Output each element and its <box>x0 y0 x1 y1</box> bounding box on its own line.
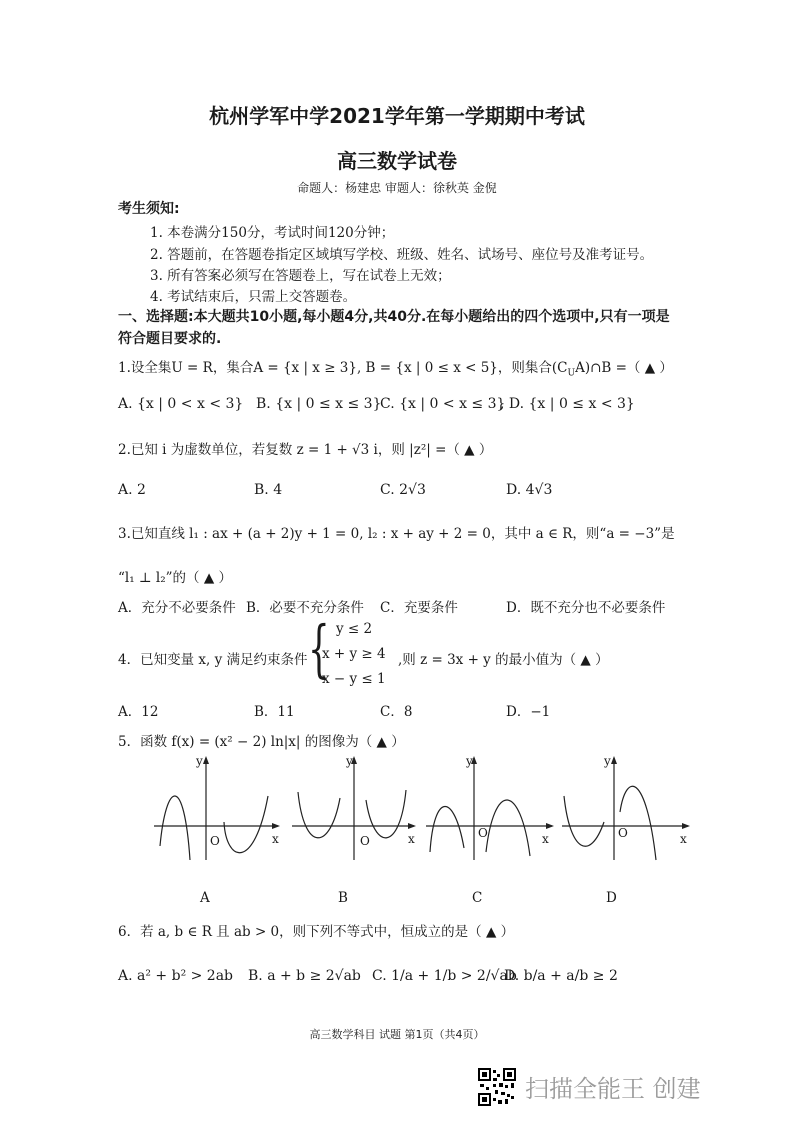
graph-a-origin: O <box>210 834 220 848</box>
graph-d <box>560 752 695 862</box>
q3-option-d: D．既不充分也不必要条件 <box>506 600 666 616</box>
question-4-suffix: ,则 z = 3x + y 的最小值为（ ▲ ） <box>398 652 609 668</box>
graph-d-origin: O <box>618 826 628 840</box>
notice-heading: 考生须知: <box>118 201 180 217</box>
q1-option-d: , D. {x | 0 ≤ x < 3} <box>500 396 635 412</box>
graph-c-label: C <box>472 890 483 906</box>
constraint-3: x − y ≤ 1 <box>322 671 386 687</box>
q4-option-a: A．12 <box>118 704 159 720</box>
constraint-2: x + y ≥ 4 <box>322 646 386 662</box>
question-3-stem: 3.已知直线 l₁ : ax + (a + 2)y + 1 = 0, l₂ : x + ay + 2 = 0，其中 a ∈ R，则“a = −3”是 <box>118 526 675 542</box>
q3-option-a: A．充分不必要条件 <box>118 600 236 616</box>
graph-c-x-label: x <box>542 832 549 846</box>
notice-item: 4. 考试结束后，只需上交答题卷。 <box>150 289 357 305</box>
q6-option-a: A. a² + b² > 2ab <box>118 968 234 984</box>
graph-c-origin: O <box>478 826 488 840</box>
q2-option-d: D. 4√3 <box>506 482 553 498</box>
q1-option-b: B. {x | 0 ≤ x ≤ 3} <box>256 396 382 412</box>
q1-option-c: C. {x | 0 < x ≤ 3} <box>380 396 506 412</box>
graph-c-y-label: y <box>466 754 473 768</box>
graph-b-x-label: x <box>408 832 415 846</box>
q2-option-c: C. 2√3 <box>380 482 426 498</box>
q6-option-d: D. b/a + a/b ≥ 2 <box>504 968 618 984</box>
section-heading-cont: 符合题目要求的. <box>118 331 222 347</box>
question-3-stem-cont: “l₁ ⊥ l₂”的（ ▲ ） <box>118 570 233 586</box>
graph-a-y-label: y <box>196 754 203 768</box>
question-6-stem: 6．若 a, b ∈ R 且 ab > 0，则下列不等式中，恒成立的是（ ▲ ） <box>118 924 515 940</box>
q4-option-c: C．8 <box>380 704 413 720</box>
q4-option-d: D．−1 <box>506 704 551 720</box>
graph-b-label: B <box>338 890 348 906</box>
q2-option-a: A. 2 <box>118 482 146 498</box>
constraint-brace: { <box>308 612 330 685</box>
q3-option-b: B．必要不充分条件 <box>246 600 364 616</box>
q6-option-c: C. 1/a + 1/b > 2/√ab <box>372 968 517 984</box>
graph-a-label: A <box>200 890 210 906</box>
question-4-prefix: 4．已知变量 x, y 满足约束条件 <box>118 652 308 668</box>
exam-title: 杭州学军中学2021学年第一学期期中考试 <box>209 104 585 128</box>
notice-item: 3. 所有答案必须写在答题卷上，写在试卷上无效； <box>150 268 451 284</box>
graph-d-label: D <box>606 890 617 906</box>
graph-d-x-label: x <box>680 832 687 846</box>
question-2-stem: 2.已知 i 为虚数单位，若复数 z = 1 + √3 i，则 |z²| =（ ▲ ） <box>118 442 493 458</box>
q1-option-a: A. {x | 0 < x < 3} <box>118 396 244 412</box>
question-5-stem: 5．函数 f(x) = (x² − 2) ln|x| 的图像为（ ▲ ） <box>118 734 405 750</box>
graph-a-x-label: x <box>272 832 279 846</box>
notice-item: 1. 本卷满分150分，考试时间120分钟； <box>150 225 395 241</box>
question-1-stem: 1.设全集U = R，集合A = {x | x ≥ 3}, B = {x | 0 ≤ x < 5}，则集合$(C_UA)\cap B$ =（ ▲ ） <box>118 360 673 379</box>
qr-code-icon <box>478 1068 516 1106</box>
section-heading: 一、选择题:本大题共10小题,每小题4分,共40分.在每小题给出的四个选项中,只有一项是 <box>118 309 670 325</box>
page-footer: 高三数学科目 试题 第1页（共4页） <box>309 1028 485 1041</box>
q3-option-c: C．充要条件 <box>380 600 458 616</box>
notice-item: 2. 答题前，在答题卷指定区域填写学校、班级、姓名、试场号、座位号及准考证号。 <box>150 247 654 263</box>
scanner-brand: 扫描全能王 创建 <box>525 1075 701 1103</box>
constraint-1: y ≤ 2 <box>336 621 373 637</box>
graph-b-y-label: y <box>346 754 353 768</box>
graph-c <box>424 752 559 862</box>
q2-option-b: B. 4 <box>254 482 283 498</box>
exam-subtitle: 高三数学试卷 <box>337 149 457 173</box>
graph-b <box>290 752 420 862</box>
q6-option-b: B. a + b ≥ 2√ab <box>248 968 361 984</box>
q4-option-b: B．11 <box>254 704 295 720</box>
graph-b-origin: O <box>360 834 370 848</box>
graph-d-y-label: y <box>604 754 611 768</box>
exam-authors: 命题人：杨建忠 审题人：徐秋英 金倪 <box>297 181 497 195</box>
